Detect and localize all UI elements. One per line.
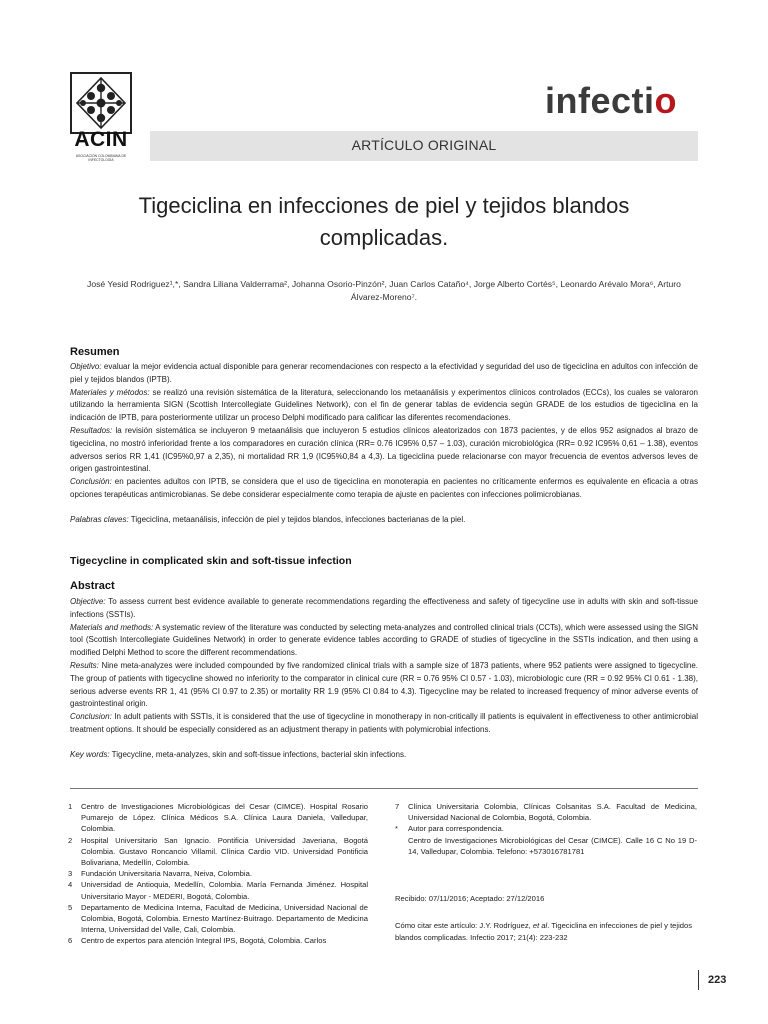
correspondence-address: Centro de Investigaciones Microbiológicas del Cesar (CIMCE). Calle 16 C No 19 D-14, Valledupar, Colombia. Telefono: +573016781781 xyxy=(408,835,697,856)
received-accepted-dates: Recibido: 07/11/2016; Aceptado: 27/12/2016 xyxy=(395,894,545,903)
resumen-paragraph: Conclusión: en pacientes adultos con IPTB, se considera que el uso de tigeciclina en monoterapia en pacientes no críticamente enfermos es equivalente en eficacia a otras opciones terapéuticas antimicrobianas. Se debe considerar especialmente como terapia de ajuste en pacientes con infecciones polimicrobianas. xyxy=(70,477,698,499)
abstract-paragraph: Materials and methods: A systematic review of the literature was conducted by selecting meta-analyzes and controlled clinical trials (CCTs), which were assessed using the SIGN tool (Scottish Intercollegiate Guidelines Network) in order to generate evidence tables according to GRADE of studies of tigecycline in the SSTIs indication, and then using a modified Delphi Method to score the different recommendations. xyxy=(70,622,699,658)
resumen-paragraph: Materiales y métodos: se realizó una revisión sistemática de la literatura, seleccionando los metaanálisis y experimentos clínicos controlados (ECCs), los cuales se valoraron utilizando la herramienta SIGN (Scottish Intercollegiate Guidelines Network), con el fin de generar tablas de evidencia según GRADE de los estudios de tigeciclina en la indicación de IPTB, para posteriormente utilizar un proceso Delphi modificado para calificar las diferentes recomendaciones. xyxy=(70,387,698,423)
correspondence-note: * Autor para correspondencia. xyxy=(395,824,504,834)
key-words: Key words: Tigecycline, meta-analyzes, skin and soft-tissue infections, bacterial skin infections. xyxy=(70,750,407,759)
section-label: ARTÍCULO ORIGINAL xyxy=(351,137,497,153)
english-title: Tigecycline in complicated skin and soft-tissue infection xyxy=(70,555,352,567)
abstract-body xyxy=(70,596,698,737)
logo-text: ACIN xyxy=(74,128,128,151)
affiliations-right xyxy=(395,801,697,857)
resumen-body xyxy=(70,361,698,502)
abstract-paragraph: Conclusion: In adult patients with SSTIs, it is considered that the use of tigecycline in monotherapy in non-critically ill patients is equivalent in effectiveness to other antimicrobial treatment options. It should be especially considered as an adjustment therapy in patients with polymicrobial infections. xyxy=(70,712,698,734)
affiliation: 3 Fundación Universitaria Navarra, Neiva, Colombia. xyxy=(68,869,252,879)
page-number-rule xyxy=(698,970,699,990)
resumen-paragraph: Resultados: la revisión sistemática se incluyeron 9 metaanálisis que incluyeron 5 estudios clínicos aleatorizados con 1873 pacientes, y de ellos 952 asignados al brazo de tigeciclina, no mostró inferioridad frente a los comparadores en curación clínica (RR= 0.76 IC95% 0,57 – 1.03), curación microbiológica (RR= 0.92 IC95% 0,61 – 1.38), eventos adversos serios RR 1,41 (IC95%0,97 a 2,35), ni mortalidad RR 1,9 (IC95%0,84 a 4,3). La tigeciclina puede relacionarse con mayor frecuencia de eventos adversos leves de origen gastrointestinal. xyxy=(70,425,698,474)
page-number: 223 xyxy=(708,974,727,986)
logo-subtitle: ASOCIACIÓN COLOMBIANA DE INFECTOLOGÍA xyxy=(75,154,127,162)
affiliations-left xyxy=(68,801,368,947)
affiliation: 6 Centro de expertos para atención Integral IPS, Bogotá, Colombia. Carlos xyxy=(68,936,327,946)
article-title: Tigeciclina en infecciones de piel y tejidos blandos complicadas. xyxy=(138,193,630,250)
resumen-paragraph: Objetivo: evaluar la mejor evidencia actual disponible para generar recomendaciones con respecto a la efectividad y seguridad del uso de tigeciclina en adultos con infección de piel y tejidos blandos (IPTB). xyxy=(70,362,698,384)
affiliation: 7 Clínica Universitaria Colombia, Clínicas Colsanitas S.A. Facultad de Medicina, Universidad Nacional de Colombia, Bogotá, Colombia. xyxy=(395,802,697,823)
citation: Cómo citar este artículo: J.Y. Rodríguez, et al. Tigeciclina en infecciones de piel y tejidos blandos complicadas. Infectio 2017; 21(4): 223-232 xyxy=(395,921,693,942)
authors: José Yesid Rodriguez¹,*, Sandra Liliana Valderrama², Johanna Osorio-Pinzón², Juan Carlos Cataño⁴, Jorge Alberto Cortés⁵, Leonardo Arévalo Mora⁶, Arturo Álvarez-Moreno⁷. xyxy=(87,279,681,302)
journal-brand xyxy=(545,80,677,122)
affiliation: 2 Hospital Universitario San Ignacio. Pontificia Universidad Javeriana, Bogotá Colombia. Gustavo Roncancio Villamil. Clínica Cardio VID. Universidad Pontificia Bolivariana, Medellín, Colombia. xyxy=(68,835,368,868)
abstract-paragraph: Results: Nine meta-analyzes were included compounded by five randomized clinical trials with a sample size of 1873 patients, where 952 patients were assigned to tigecycline. The group of patients with tigecycline showed no inferiority to the comparator in clinical cure (RR = 0.76 95% CI 0.57 - 1.03), microbiologic cure (RR = 0.92 95% CI 0.61 - 1.38), serious adverse events RR 1, 41 (95% CI 0.97 to 2.35) or mortality RR 1.9 (95% CI 0.84 to 4.3). Tigecycline may be related to increased frequency of minor adverse events of gastrointestinal origin. xyxy=(70,660,698,709)
brand-main: infecti xyxy=(545,80,655,121)
affiliation: 5 Departamento de Medicina Interna, Facultad de Medicina, Universidad Nacional de Colombia, Bogotá, Colombia. Ernesto Martínez-Buitrago. Departamento de Medicina Interna, Universidad del Valle, Cali, Colombia. xyxy=(68,902,368,935)
brand-end: o xyxy=(654,80,678,121)
palabras-claves: Palabras claves: Tigeciclina, metaanálisis, infección de piel y tejidos blandos, infecciones bacterianas de la piel. xyxy=(70,515,466,524)
abstract-paragraph: Objective: To assess current best evidence available to generate recommendations regarding the effectiveness and safety of tigecycline use in adults with skin and soft-tissue infections (SSTIs). xyxy=(70,597,698,619)
affiliation: 4 Universidad de Antioquia, Medellín, Colombia. María Fernanda Jiménez. Hospital Universitario Mayor - MEDERI, Bogotá, Colombia. xyxy=(68,880,368,901)
affiliation: 1 Centro de Investigaciones Microbiológicas del Cesar (CIMCE). Hospital Rosario Pumarejo de López. Clínica Médicos S.A. Clínica Laura Daniela, Valledupar, Colombia. xyxy=(68,802,368,834)
abstract-heading: Abstract xyxy=(70,580,115,592)
divider xyxy=(70,788,698,789)
resumen-heading: Resumen xyxy=(70,346,120,358)
